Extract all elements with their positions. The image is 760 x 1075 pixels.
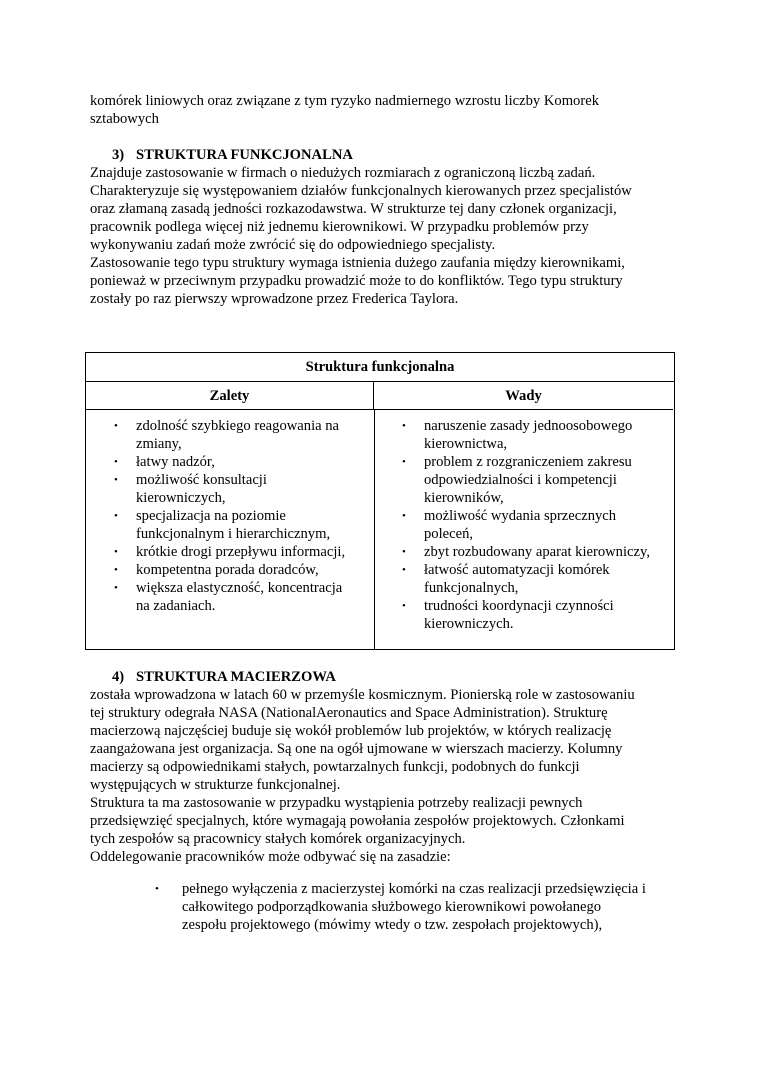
text-line: zostały po raz pierwszy wprowadzone przez Frederica Taylora.: [90, 291, 459, 307]
bullet-icon: •: [114, 546, 118, 558]
list-item: [114, 507, 370, 543]
text-line: ponieważ w przeciwnym przypadku prowadzić może to do konfliktów. Tego typu struktury: [90, 273, 623, 289]
table-header-advantages: Zalety: [86, 382, 374, 410]
list-item: [402, 597, 670, 633]
text-line: całkowitego podporządkowania służbowego kierownikowi powołanego: [182, 899, 602, 915]
text-line: zespołu projektowego (mówimy wtedy o tzw. zespołach projektowych),: [182, 917, 603, 933]
intro-paragraph: [90, 92, 690, 128]
table-divider: [374, 410, 375, 649]
list-item-text: kierowniczych.: [424, 616, 514, 632]
table-header-disadvantages: Wady: [374, 382, 673, 410]
section-4-number: 4): [112, 669, 125, 685]
list-item-text: funkcjonalnych,: [424, 580, 519, 596]
list-item-text: zbyt rozbudowany aparat kierowniczy,: [424, 544, 650, 560]
bullet-icon: •: [114, 582, 118, 594]
bullet-icon: •: [402, 510, 406, 522]
text-line: Znajduje zastosowanie w firmach o niedużych rozmiarach z ograniczoną liczbą zadań.: [90, 165, 596, 181]
text-line: oraz złamaną zasadą jedności rozkazodawstwa. W strukturze tej dany członek organizacji,: [90, 201, 617, 217]
table-title: Struktura funkcjonalna: [86, 353, 674, 382]
list-item: [114, 579, 370, 615]
list-item-text: na zadaniach.: [136, 598, 216, 614]
list-item: [155, 880, 695, 934]
list-item-text: krótkie drogi przepływu informacji,: [136, 544, 346, 560]
text-line: komórek liniowych oraz związane z tym ryzyko nadmiernego wzrostu liczby Komorek: [90, 93, 599, 109]
advantages-list: [114, 417, 370, 615]
bullet-icon: •: [402, 456, 406, 468]
text-line: tych zespołów są pracownicy stałych komórek organizacyjnych.: [90, 831, 466, 847]
text-line: występujących w strukturze funkcjonalnej.: [90, 777, 341, 793]
list-item-text: zdolność szybkiego reagowania na: [136, 418, 340, 434]
list-item-text: specjalizacja na poziomie: [136, 508, 286, 524]
section-3-number: 3): [112, 147, 125, 163]
list-item-text: naruszenie zasady jednoosobowego: [424, 418, 633, 434]
text-line: macierzy są odpowiednikami stałych, powtarzalnych funkcji, podobnych do funkcji: [90, 759, 580, 775]
bullet-icon: •: [114, 564, 118, 576]
list-item-text: funkcjonalnym i hierarchicznym,: [136, 526, 331, 542]
text-line: sztabowych: [90, 111, 159, 127]
list-item-text: łatwy nadzór,: [136, 454, 215, 470]
section-3-paragraph: [90, 164, 690, 308]
list-item: [402, 561, 670, 597]
bullet-icon: •: [402, 420, 406, 432]
list-item: [114, 471, 370, 507]
text-line: Zastosowanie tego typu struktury wymaga istnienia dużego zaufania między kierownikami,: [90, 255, 625, 271]
section-3-title: STRUKTURA FUNKCJONALNA: [136, 147, 353, 163]
text-line: zaangażowana jest organizacja. Są one na ogół ujmowane w wierszach macierzy. Kolumny: [90, 741, 623, 757]
text-line: przedsięwzięć specjalnych, które wymagają powołania zespołów projektowych. Członkami: [90, 813, 625, 829]
list-item-text: kompetentna porada doradców,: [136, 562, 319, 578]
list-item-text: poleceń,: [424, 526, 474, 542]
list-item-text: możliwość wydania sprzecznych: [424, 508, 617, 524]
bullet-icon: •: [402, 564, 406, 576]
list-item: [402, 507, 670, 543]
list-item-text: kierownictwa,: [424, 436, 508, 452]
delegation-list: [155, 880, 695, 934]
disadvantages-list: [402, 417, 670, 633]
list-item-text: problem z rozgraniczeniem zakresu: [424, 454, 632, 470]
text-line: tej struktury odegrała NASA (NationalAeronautics and Space Administration). Strukturę: [90, 705, 608, 721]
bullet-icon: •: [114, 474, 118, 486]
section-4-paragraph: [90, 686, 690, 866]
list-item-text: kierowników,: [424, 490, 504, 506]
list-item-text: większa elastyczność, koncentracja: [136, 580, 343, 596]
list-item-text: łatwość automatyzacji komórek: [424, 562, 610, 578]
bullet-icon: •: [114, 456, 118, 468]
list-item: [114, 417, 370, 453]
text-line: pełnego wyłączenia z macierzystej komórki na czas realizacji przedsięwzięcia i: [182, 881, 646, 897]
section-3-heading: [112, 146, 353, 164]
text-line: została wprowadzona w latach 60 w przemyśle kosmicznym. Pionierską role w zastosowaniu: [90, 687, 635, 703]
text-line: Oddelegowanie pracowników może odbywać się na zasadzie:: [90, 849, 451, 865]
bullet-icon: •: [402, 600, 406, 612]
list-item-text: zmiany,: [136, 436, 182, 452]
section-4-title: STRUKTURA MACIERZOWA: [136, 669, 336, 685]
bullet-icon: •: [114, 510, 118, 522]
text-line: macierzową najczęściej buduje się wokół problemów lub projektów, w których realizację: [90, 723, 612, 739]
comparison-table: [85, 352, 675, 650]
list-item-text: odpowiedzialności i kompetencji: [424, 472, 617, 488]
list-item: [402, 453, 670, 507]
text-line: pracownik podlega więcej niż jednemu kierownikowi. W przypadku problemów przy: [90, 219, 589, 235]
list-item: [402, 543, 670, 561]
list-item: [114, 543, 370, 561]
bullet-icon: •: [402, 546, 406, 558]
list-item-text: trudności koordynacji czynności: [424, 598, 614, 614]
list-item: [402, 417, 670, 453]
list-item: [114, 561, 370, 579]
list-item-text: kierowniczych,: [136, 490, 226, 506]
list-item-text: możliwość konsultacji: [136, 472, 267, 488]
section-4-heading: [112, 668, 336, 686]
text-line: Struktura ta ma zastosowanie w przypadku wystąpienia potrzeby realizacji pewnych: [90, 795, 583, 811]
text-line: wykonywaniu zadań może zwrócić się do odpowiedniego specjalisty.: [90, 237, 496, 253]
bullet-icon: •: [155, 883, 159, 895]
list-item: [114, 453, 370, 471]
text-line: Charakteryzuje się występowaniem działów funkcjonalnych kierowanych przez specjalistów: [90, 183, 632, 199]
bullet-icon: •: [114, 420, 118, 432]
